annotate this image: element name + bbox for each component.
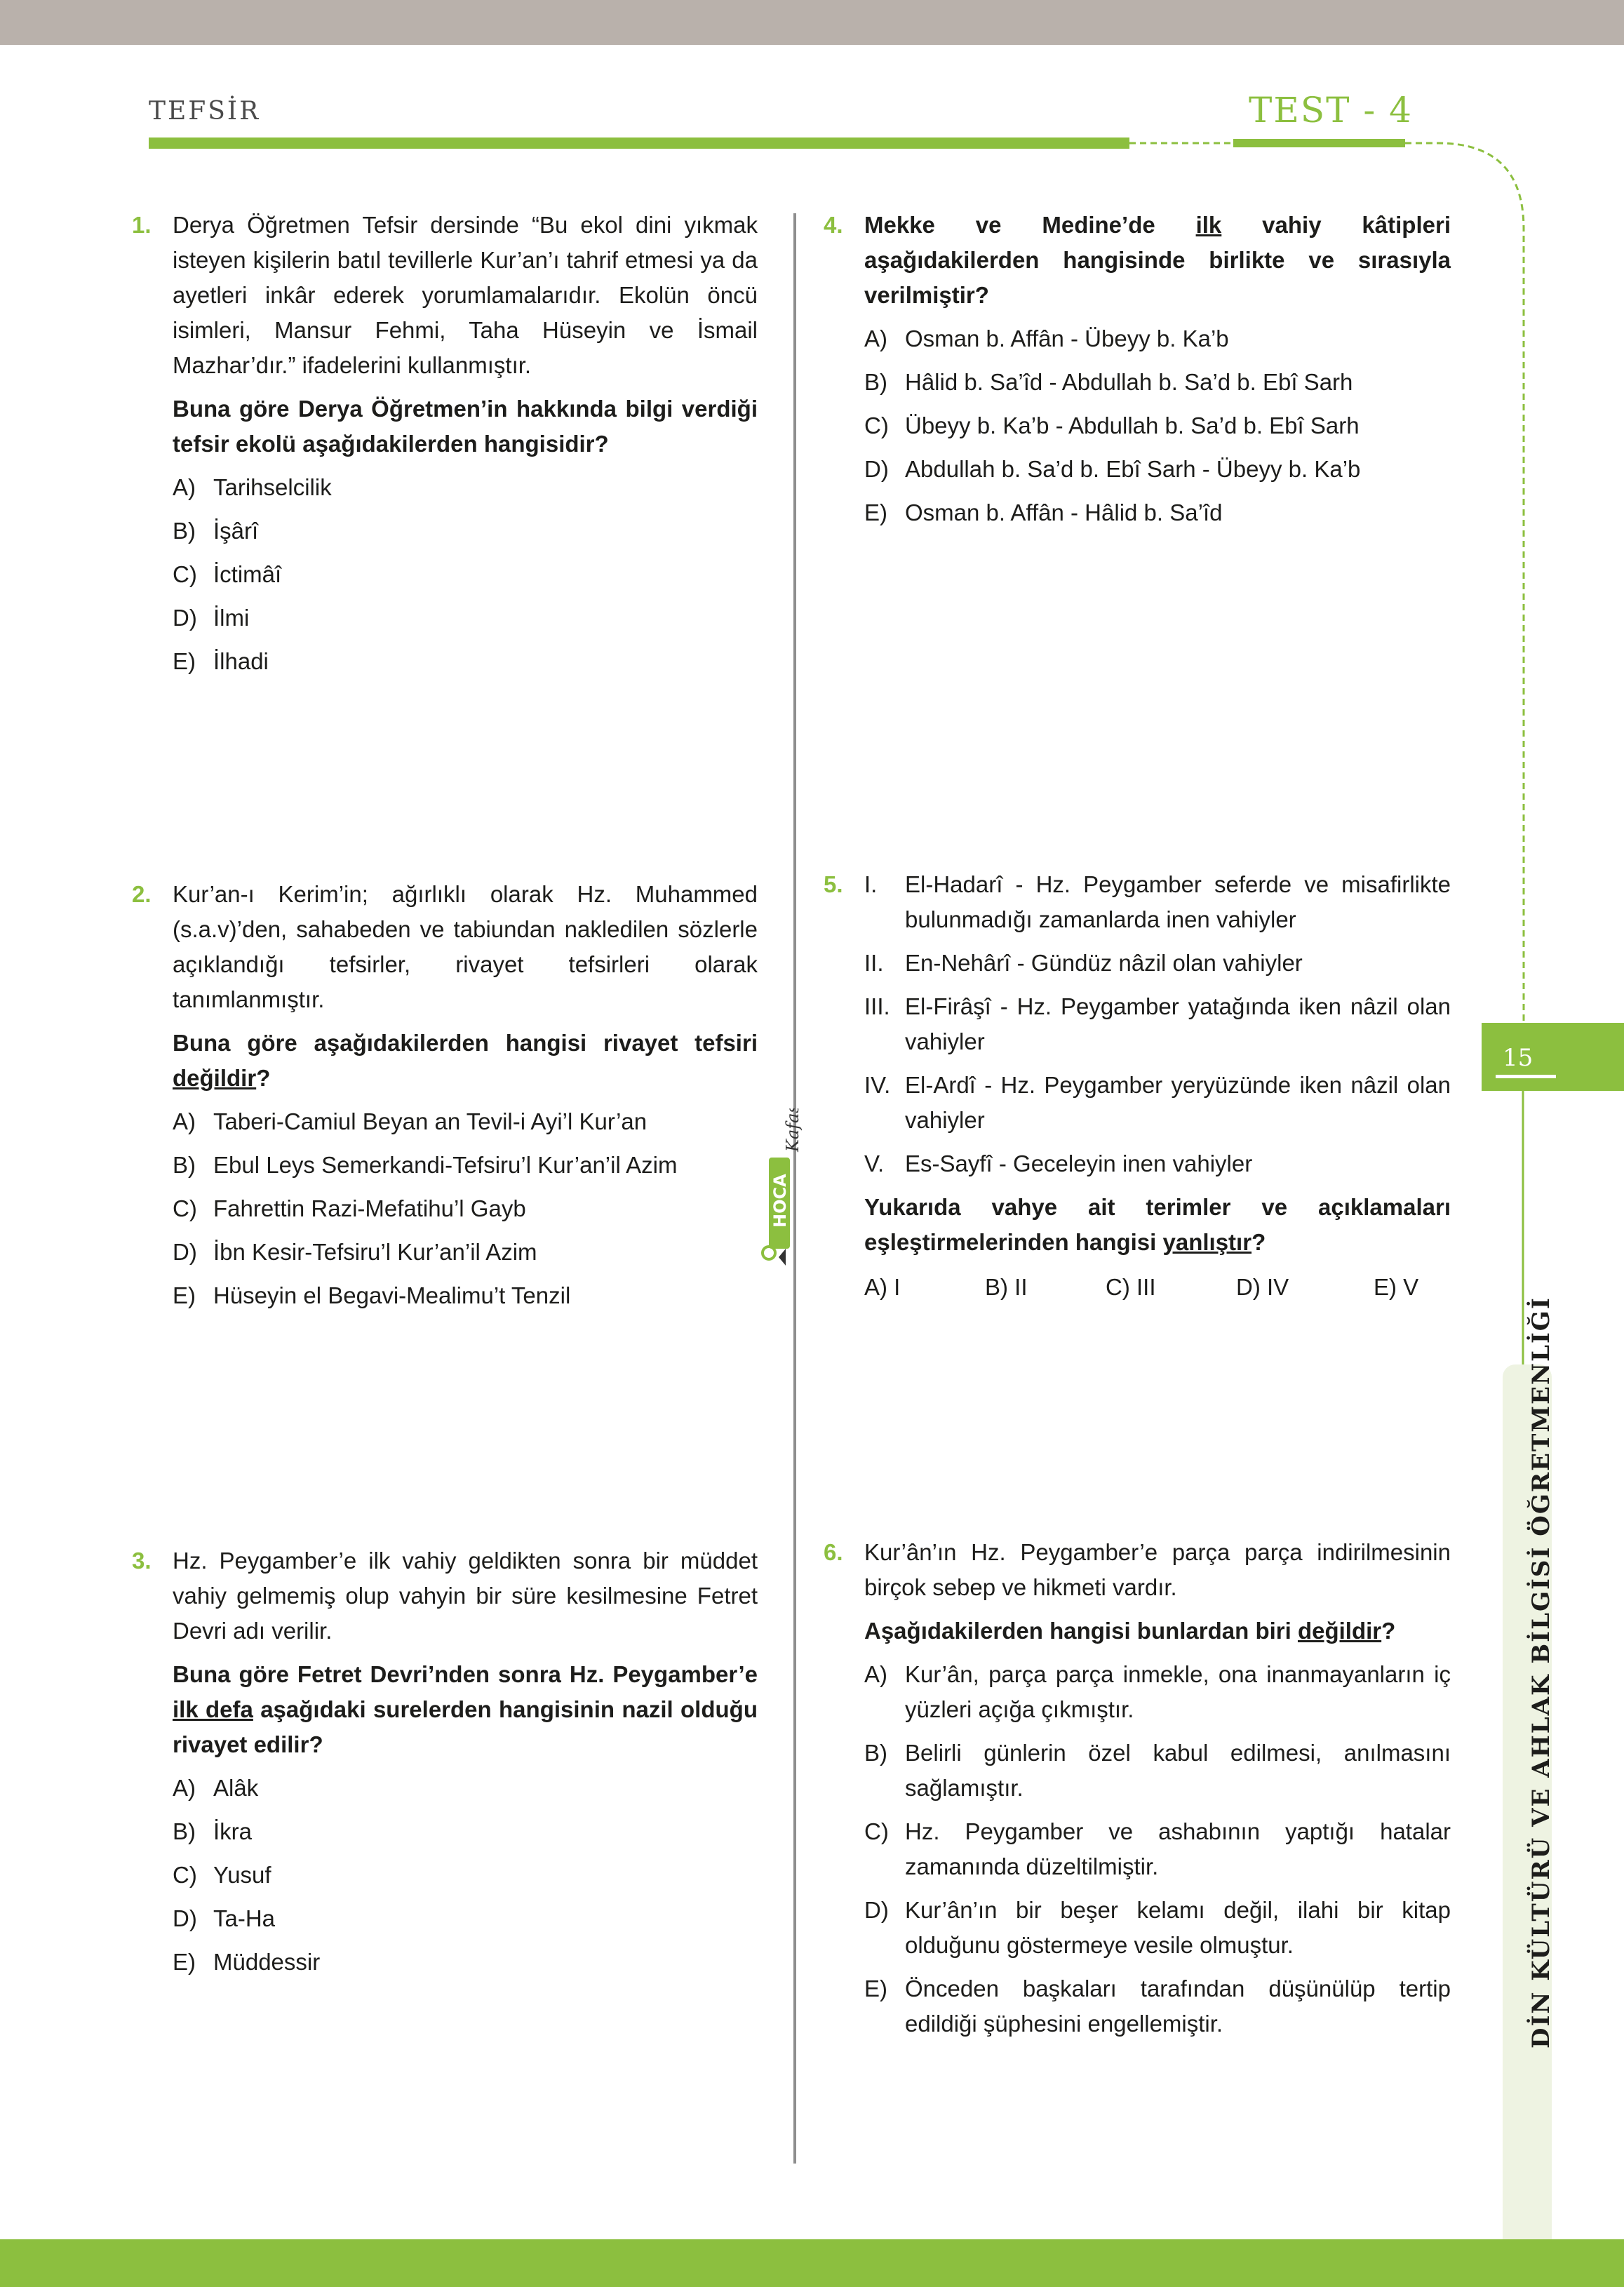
question-6 [824,1535,1451,2041]
option-e[interactable]: E) V [1374,1274,1419,1300]
question-number: 6. [824,1539,843,1565]
bottom-bar [0,2239,1624,2287]
header-rule [149,138,1129,149]
option-b[interactable]: B) Belirli günlerin özel kabul edilmesi, anılmasını sağlamıştır. [864,1740,1451,1801]
option-a[interactable]: A) Osman b. Affân - Übeyy b. Ka’b [864,326,1229,351]
option-e[interactable]: E) Osman b. Affân - Hâlid b. Sa’îd [864,499,1223,525]
option-a[interactable]: A) Kur’ân, parça parça inmekle, ona inanmayanların iç yüzleri açığa çıkmıştır. [864,1661,1451,1722]
question-4 [824,208,1451,530]
option-e[interactable]: E) Hüseyin el Begavi-Mealimu’t Tenzil [173,1282,571,1308]
question-prompt: Buna göre Derya Öğretmen’in hakkında bilgi verdiği tefsir ekolü aşağıdakilerden hangisidir? [173,396,758,457]
page-number: 15 [1503,1044,1534,1072]
question-text: Kur’an-ı Kerim’in; ağırlıklı olarak Hz. Muhammed (s.a.v)’den, sahabeden ve tabiundan nakledilen sözlerle açıklandığı tefsirler, rivayet tefsirleri olarak tanımlanmıştır. [173,881,758,1012]
statement-v: V. Es-Sayfî - Geceleyin inen vahiyler [864,1151,1253,1176]
test-title: TEST - 4 [1249,90,1413,130]
option-a[interactable]: A) I [864,1274,901,1300]
option-e[interactable]: E) Müddessir [173,1949,321,1975]
statement-iv: IV. El-Ardî - Hz. Peygamber yeryüzünde iken nâzil olan vahiyler [864,1072,1451,1133]
question-number: 1. [132,212,152,238]
question-3 [132,1543,758,1980]
question-1 [132,208,758,679]
inline-options [864,1270,1451,1305]
question-prompt: Mekke ve Medine’de ilk vahiy kâtipleri aşağıdakilerden hangisinde birlikte ve sırasıyla verilmiştir? [864,212,1451,308]
question-number: 5. [824,871,843,897]
question-5 [824,867,1451,1305]
option-c[interactable]: C) Yusuf [173,1862,271,1888]
side-line-lower [1521,1091,1525,1364]
option-c[interactable]: C) Hz. Peygamber ve ashabının yaptığı hatalar zamanında düzeltilmiştir. [864,1818,1451,1879]
question-text: Hz. Peygamber’e ilk vahiy geldikten sonra bir müddet vahiy gelmemiş olup vahyin bir süre kesilmesine Fetret Devri adı verilir. [173,1548,758,1644]
option-e[interactable]: E) İlhadi [173,648,269,674]
logo-text-main: HOCA [770,1174,790,1228]
question-prompt: Aşağıdakilerden hangisi bunlardan biri değildir? [864,1618,1396,1644]
logo-text-script: Kafası [783,1108,803,1152]
question-text: Kur’ân’ın Hz. Peygamber’e parça parça indirilmesinin birçok sebep ve hikmeti vardır. [864,1539,1451,1600]
question-2 [132,877,758,1313]
option-a[interactable]: A) Taberi-Camiul Beyan an Tevil-i Ayi’l Kur’an [173,1108,647,1134]
question-number: 2. [132,881,152,907]
option-d[interactable]: D) IV [1236,1274,1289,1300]
option-d[interactable]: D) İbn Kesir-Tefsiru’l Kur’an’il Azim [173,1239,537,1265]
option-c[interactable]: C) Fahrettin Razi-Mefatihu’l Gayb [173,1195,526,1221]
hoca-kafasi-logo [758,1108,821,1270]
statement-ii: II. En-Nehârî - Gündüz nâzil olan vahiyler [864,950,1303,976]
option-d[interactable]: D) Abdullah b. Sa’d b. Ebî Sarh - Übeyy b. Ka’b [864,456,1361,482]
option-a[interactable]: A) Tarihselcilik [173,474,332,500]
option-b[interactable]: B) Ebul Leys Semerkandi-Tefsiru’l Kur’an’il Azim [173,1152,678,1178]
option-b[interactable]: B) İşârî [173,518,259,544]
question-prompt: Buna göre aşağıdakilerden hangisi rivayet tefsiri değildir? [173,1030,758,1091]
option-b[interactable]: B) İkra [173,1818,253,1844]
option-a[interactable]: A) Alâk [173,1775,259,1801]
option-c[interactable]: C) III [1106,1274,1156,1300]
vertical-program-title: DİN KÜLTÜRÜ VE AHLAK BİLGİSİ ÖĞRETMENLİĞİ [1527,1296,1555,2048]
option-d[interactable]: D) Kur’ân’ın bir beşer kelamı değil, ilahi bir kitap olduğunu göstermeye vesile olmuştur. [864,1897,1451,1958]
question-number: 3. [132,1548,152,1574]
statement-i: I. El-Hadarî - Hz. Peygamber seferde ve misafirlikte bulunmadığı zamanlarda inen vahiyler [864,871,1451,932]
option-d[interactable]: D) İlmi [173,605,250,631]
underlined-keyword: değildir [173,1065,257,1091]
question-text: Derya Öğretmen Tefsir dersinde “Bu ekol dini yıkmak isteyen kişilerin batıl tevillerle Kur’an’ı tahrif etmesi ya da ayetleri inkâr ederek yorumlamalarıdır. Ekolün öncü isimleri, Mansur Fehmi, Taha Hüseyin ve İsmail Mazhar’dır.” ifadelerini kullanmıştır. [173,212,758,378]
question-prompt: Yukarıda vahye ait terimler ve açıklamaları eşleştirmelerinden hangisi yanlıştır? [864,1194,1451,1255]
underlined-keyword: değildir [1297,1618,1382,1644]
option-b[interactable]: B) II [985,1274,1028,1300]
option-e[interactable]: E) Önceden başkaları tarafından düşünülüp tertip edildiği şüphesini engellemiştir. [864,1976,1451,2037]
underlined-keyword: yanlıştır [1162,1229,1252,1255]
subject-title: TEFSİR [149,97,261,126]
question-prompt: Buna göre Fetret Devri’nden sonra Hz. Peygamber’e ilk defa aşağıdaki surelerden hangisinin nazil olduğu rivayet edilir? [173,1661,758,1757]
top-bar [0,0,1624,45]
option-c[interactable]: C) İctimâî [173,561,282,587]
underlined-keyword: ilk defa [173,1696,253,1722]
statement-iii: III. El-Firâşî - Hz. Peygamber yatağında iken nâzil olan vahiyler [864,993,1451,1054]
page-number-underline [1496,1075,1556,1078]
underlined-keyword: ilk [1195,212,1222,238]
option-c[interactable]: C) Übeyy b. Ka’b - Abdullah b. Sa’d b. Ebî Sarh [864,413,1360,438]
option-d[interactable]: D) Ta-Ha [173,1905,276,1931]
option-b[interactable]: B) Hâlid b. Sa’îd - Abdullah b. Sa’d b. Ebî Sarh [864,369,1353,395]
question-number: 4. [824,212,843,238]
